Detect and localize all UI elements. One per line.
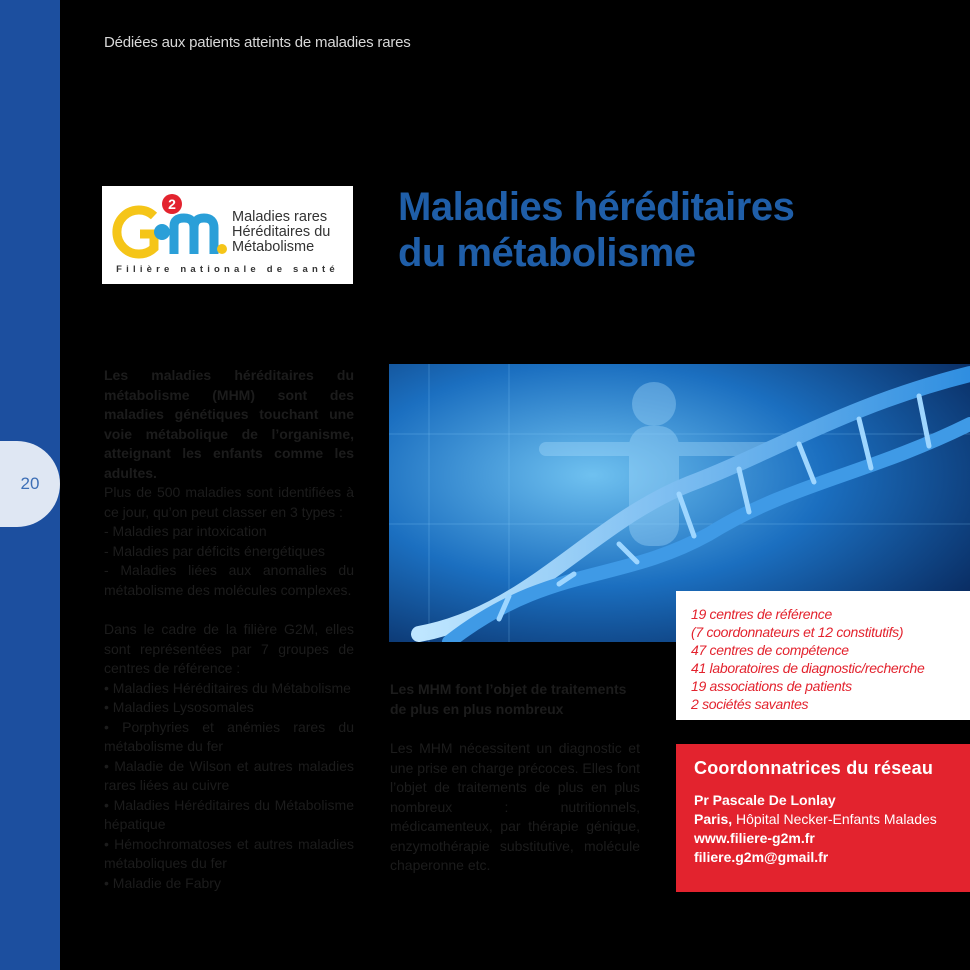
page-title xyxy=(398,184,918,276)
stat-line: 19 associations de patients xyxy=(691,678,852,694)
logo-line-1: Maladies rares xyxy=(232,209,328,225)
groups-intro: Dans le cadre de la filière G2M, elles sont représentées par 7 groupes de centres de référence : xyxy=(104,621,354,676)
page-number: 20 xyxy=(0,441,60,527)
logo-line-3: Métabolisme xyxy=(232,239,315,255)
svg-text:2: 2 xyxy=(168,196,176,212)
title-line-2: du métabolisme xyxy=(398,231,696,275)
email-link[interactable]: filiere.g2m@gmail.fr xyxy=(694,849,829,865)
type-item: - Maladies liées aux anomalies du métabolisme des molécules complexes. xyxy=(104,562,354,598)
treatment-body: Les MHM nécessitent un diagnostic et une prise en charge précoces. Elles font l’objet de traitements de plus en plus nombreux : nutritionnels, médicamenteux, par thérapie génique, enzymothérapie substitutive, molécule chaperonne etc. xyxy=(390,740,640,873)
group-item: • Porphyries et anémies rares du métabolisme du fer xyxy=(104,718,354,754)
lead-paragraph: Les maladies héréditaires du métabolisme (MHM) sont des maladies génétiques touchant une voie métabolique de l’organisme, atteignant les enfants comme les adultes. xyxy=(104,367,354,481)
running-header: Dédiées aux patients atteints de maladies rares xyxy=(104,34,411,51)
intro-paragraph: Plus de 500 maladies sont identifiées à ce jour, qu’on peut classer en 3 types : xyxy=(104,484,354,520)
group-item: • Hémochromatoses et autres maladies métaboliques du fer xyxy=(104,835,354,871)
group-item: • Maladie de Wilson et autres maladies rares liées au cuivre xyxy=(104,757,354,793)
type-item: - Maladies par intoxication xyxy=(104,523,267,539)
stat-line: (7 coordonnateurs et 12 constitutifs) xyxy=(691,624,904,640)
network-box xyxy=(676,744,970,892)
type-item: - Maladies par déficits énergétiques xyxy=(104,542,326,559)
city: Paris, xyxy=(694,811,733,827)
website-link[interactable]: www.filiere-g2m.fr xyxy=(694,830,815,846)
group-item: • Maladies Lysosomales xyxy=(104,699,254,715)
stat-line: 47 centres de compétence xyxy=(691,642,849,658)
g2m-logo xyxy=(102,186,353,284)
left-column xyxy=(104,366,354,893)
group-item: • Maladie de Fabry xyxy=(104,874,221,891)
logo-tagline: Filière nationale de santé xyxy=(116,264,339,275)
title-line-1: Maladies héréditaires xyxy=(398,185,795,229)
logo-line-2: Héréditaires du xyxy=(232,224,331,240)
group-item: • Maladies Héréditaires du Métabolisme hépatique xyxy=(104,796,354,832)
coordinator-location xyxy=(694,810,970,829)
treatment-subtitle: Les MHM font l’objet de traitements de plus en plus nombreux xyxy=(390,681,627,717)
stats-box xyxy=(676,591,970,720)
stat-line: 2 sociétés savantes xyxy=(691,696,809,712)
coordinator-name: Pr Pascale De Lonlay xyxy=(694,792,836,808)
treatment-section xyxy=(390,680,640,876)
stat-line: 41 laboratoires de diagnostic/recherche xyxy=(691,660,925,676)
hospital: Hôpital Necker-Enfants Malades xyxy=(732,811,937,827)
network-title: Coordonnatrices du réseau xyxy=(694,758,934,778)
logo-text xyxy=(232,210,330,255)
group-item: • Maladies Héréditaires du Métabolisme xyxy=(104,679,351,696)
stat-line: 19 centres de référence xyxy=(691,606,832,622)
